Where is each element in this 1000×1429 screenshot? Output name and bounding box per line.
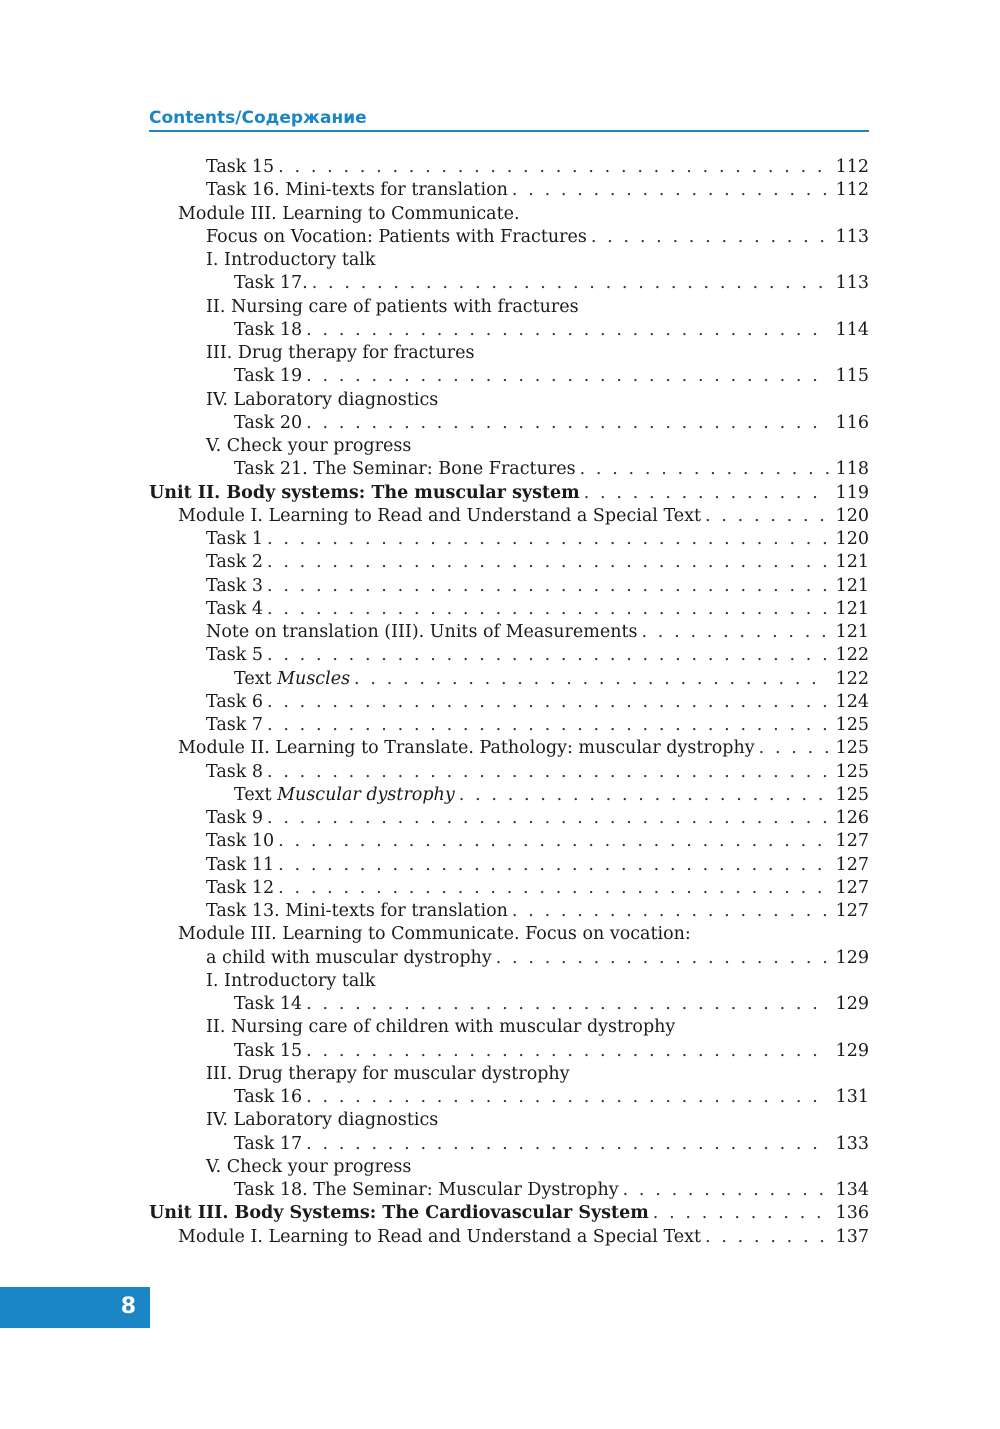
page-title: Contents/Содержание (149, 108, 367, 128)
toc-entry[interactable] (149, 598, 869, 621)
toc-entry-page: 129 (835, 1040, 869, 1061)
toc-leader-dots (278, 830, 829, 853)
toc-entry-title: Unit III. Body Systems: The Cardiovascular System (149, 1203, 649, 1224)
toc-entry-page: 131 (835, 1087, 869, 1107)
toc-leader-dots (267, 528, 829, 551)
toc-entry-title: Task 14 (234, 994, 303, 1014)
toc-entry[interactable] (149, 1063, 869, 1086)
toc-entry-title: Task 17. (234, 273, 308, 294)
toc-entry[interactable] (149, 226, 869, 249)
toc-leader-dots (623, 1179, 829, 1202)
toc-entry-title: IV. Laboratory diagnostics (206, 389, 439, 410)
toc-entry-page: 125 (835, 738, 869, 759)
toc-leader-dots (354, 668, 829, 691)
toc-entry-title: Task 21. The Seminar: Bone Fractures (234, 459, 576, 480)
toc-entry[interactable] (149, 1133, 869, 1156)
toc-entry[interactable] (149, 923, 869, 946)
toc-entry-title: Focus on Vocation: Patients with Fractures (206, 226, 587, 247)
toc-entry[interactable] (149, 668, 869, 691)
toc-leader-dots (512, 900, 829, 923)
toc-leader-dots (584, 482, 829, 505)
toc-entry[interactable] (149, 203, 869, 226)
toc-leader-dots (496, 947, 829, 970)
toc-leader-dots (759, 737, 829, 760)
toc-entry[interactable] (149, 830, 869, 853)
toc-entry[interactable] (149, 342, 869, 365)
toc-entry[interactable] (149, 993, 869, 1016)
toc-leader-dots (267, 807, 829, 830)
toc-entry-page: 112 (835, 157, 869, 177)
toc-entry[interactable] (149, 528, 869, 551)
toc-entry[interactable] (149, 1202, 869, 1225)
toc-entry-title: Task 13. Mini-texts for translation (206, 901, 508, 921)
toc-entry-title: Task 18 (234, 319, 303, 340)
toc-entry[interactable] (149, 784, 869, 807)
toc-leader-dots (267, 761, 829, 784)
toc-leader-dots (641, 621, 829, 644)
toc-leader-dots (267, 691, 829, 714)
table-of-contents (149, 156, 869, 1249)
toc-entry-page: 129 (835, 994, 869, 1014)
toc-leader-dots (267, 551, 829, 574)
toc-entry-page: 136 (835, 1203, 869, 1224)
toc-entry-title: Task 11 (206, 854, 275, 875)
toc-entry-page: 125 (835, 715, 869, 735)
toc-entry-page: 129 (835, 947, 869, 968)
toc-entry-title: Task 15 (234, 1040, 303, 1061)
toc-leader-dots (267, 714, 829, 737)
toc-entry-page: 122 (835, 645, 869, 666)
toc-entry[interactable] (149, 900, 869, 923)
toc-entry-title: Text Muscular dystrophy (234, 784, 455, 805)
toc-entry-title: Task 15 (206, 157, 275, 177)
toc-entry-page: 113 (835, 273, 869, 294)
toc-entry-page: 120 (835, 529, 869, 549)
toc-entry[interactable] (149, 319, 869, 342)
toc-entry-title: Task 5 (206, 645, 264, 666)
toc-entry[interactable] (149, 644, 869, 667)
toc-entry-page: 122 (835, 668, 869, 689)
toc-entry-title: Text Muscles (234, 668, 351, 689)
toc-entry[interactable] (149, 458, 869, 481)
toc-entry-page: 121 (835, 552, 869, 573)
toc-leader-dots (306, 1040, 829, 1063)
toc-entry[interactable] (149, 575, 869, 598)
toc-leader-dots (267, 644, 829, 667)
toc-leader-dots (312, 272, 829, 295)
toc-leader-dots (267, 598, 829, 621)
toc-leader-dots (306, 412, 829, 435)
toc-entry-page: 120 (835, 505, 869, 526)
toc-entry[interactable] (149, 249, 869, 272)
toc-entry-title: a child with muscular dystrophy (206, 947, 492, 968)
toc-entry[interactable] (149, 877, 869, 900)
toc-entry[interactable] (149, 179, 869, 202)
toc-entry-page: 113 (835, 226, 869, 247)
toc-entry-title: Module III. Learning to Communicate. (178, 203, 520, 224)
toc-entry-title: Task 12 (206, 877, 275, 898)
toc-entry[interactable] (149, 365, 869, 388)
toc-leader-dots (306, 1086, 829, 1109)
toc-leader-dots (306, 319, 829, 342)
toc-entry[interactable] (149, 761, 869, 784)
toc-leader-dots (267, 575, 829, 598)
toc-entry[interactable] (149, 1086, 869, 1109)
toc-entry-title: Note on translation (III). Units of Measurements (206, 622, 638, 642)
toc-entry-title: V. Check your progress (206, 436, 412, 456)
toc-entry[interactable] (149, 412, 869, 435)
toc-entry-page: 124 (835, 691, 869, 712)
toc-entry-page: 121 (835, 575, 869, 596)
toc-leader-dots (459, 784, 829, 807)
page-number-tab (0, 1287, 150, 1328)
toc-entry-title: Task 19 (234, 366, 303, 387)
toc-entry-title: I. Introductory talk (206, 250, 376, 270)
toc-entry-page: 116 (835, 412, 869, 433)
toc-entry-title: II. Nursing care of patients with fractures (206, 296, 579, 317)
toc-entry-title: Task 1 (206, 529, 264, 549)
toc-entry[interactable] (149, 482, 869, 505)
toc-entry-page: 114 (835, 319, 869, 340)
toc-entry[interactable] (149, 714, 869, 737)
toc-entry-page: 115 (835, 366, 869, 387)
toc-entry-page: 125 (835, 761, 869, 782)
toc-entry-page: 126 (835, 808, 869, 828)
toc-leader-dots (306, 1133, 829, 1156)
toc-entry[interactable] (149, 272, 869, 295)
toc-leader-dots (306, 993, 829, 1016)
toc-entry[interactable] (149, 389, 869, 412)
toc-entry[interactable] (149, 1109, 869, 1132)
toc-entry[interactable] (149, 505, 869, 528)
toc-entry[interactable] (149, 691, 869, 714)
toc-entry[interactable] (149, 621, 869, 644)
toc-entry-title: III. Drug therapy for fractures (206, 343, 475, 363)
toc-entry-title: Task 2 (206, 552, 264, 573)
toc-leader-dots (306, 365, 829, 388)
toc-leader-dots (705, 505, 829, 528)
toc-entry-title: Task 18. The Seminar: Muscular Dystrophy (234, 1180, 619, 1200)
toc-entry-title: Module III. Learning to Communicate. Focus on vocation: (178, 924, 691, 945)
toc-leader-dots (512, 179, 829, 202)
toc-entry-title: III. Drug therapy for muscular dystrophy (206, 1063, 570, 1084)
toc-entry[interactable] (149, 435, 869, 458)
toc-entry[interactable] (149, 1156, 869, 1179)
toc-entry-page: 125 (835, 784, 869, 805)
toc-entry[interactable] (149, 854, 869, 877)
toc-entry-page: 121 (835, 598, 869, 619)
toc-entry[interactable] (149, 737, 869, 760)
toc-entry-page: 127 (835, 854, 869, 875)
toc-entry[interactable] (149, 551, 869, 574)
toc-entry-title: Task 6 (206, 691, 264, 712)
toc-entry-title: I. Introductory talk (206, 970, 376, 991)
toc-entry-title: II. Nursing care of children with muscular dystrophy (206, 1017, 676, 1038)
toc-leader-dots (591, 226, 829, 249)
toc-entry[interactable] (149, 970, 869, 993)
toc-entry[interactable] (149, 296, 869, 319)
toc-leader-dots (278, 877, 829, 900)
toc-entry[interactable] (149, 807, 869, 830)
page-number: 8 (120, 1294, 136, 1319)
toc-entry[interactable] (149, 156, 869, 179)
toc-entry-title: Unit II. Body systems: The muscular system (149, 482, 580, 503)
toc-entry-page: 112 (835, 180, 869, 201)
toc-entry-page: 118 (835, 459, 869, 480)
toc-entry[interactable] (149, 1016, 869, 1039)
toc-leader-dots (653, 1202, 829, 1225)
toc-entry-page: 119 (835, 482, 869, 503)
toc-entry-title: Task 7 (206, 715, 264, 735)
toc-entry-page: 121 (835, 622, 869, 642)
toc-entry-title: Task 9 (206, 808, 264, 828)
toc-entry-title: Module II. Learning to Translate. Pathology: muscular dystrophy (178, 738, 755, 759)
toc-entry-page: 127 (835, 877, 869, 898)
toc-entry-title: Task 16. Mini-texts for translation (206, 180, 508, 201)
toc-entry-title: Module I. Learning to Read and Understand a Special Text (178, 1226, 702, 1247)
toc-entry-page: 137 (835, 1226, 869, 1247)
toc-entry-title: IV. Laboratory diagnostics (206, 1110, 439, 1131)
toc-entry-title: Task 10 (206, 831, 275, 852)
toc-entry[interactable] (149, 1226, 869, 1249)
toc-entry[interactable] (149, 1179, 869, 1202)
toc-entry-title: Task 3 (206, 575, 264, 596)
toc-leader-dots (278, 854, 829, 877)
toc-leader-dots (278, 156, 829, 179)
toc-entry-title: V. Check your progress (206, 1156, 412, 1177)
toc-leader-dots (580, 458, 829, 481)
toc-entry-title: Task 20 (234, 412, 303, 433)
toc-entry-title: Task 16 (234, 1087, 303, 1107)
toc-entry-title: Task 17 (234, 1133, 303, 1154)
toc-entry-title: Task 8 (206, 761, 264, 782)
page-header (149, 108, 869, 132)
toc-entry[interactable] (149, 1040, 869, 1063)
toc-entry-page: 127 (835, 901, 869, 921)
toc-entry-title: Task 4 (206, 598, 264, 619)
toc-entry-page: 127 (835, 831, 869, 852)
toc-entry-title: Module I. Learning to Read and Understand a Special Text (178, 505, 702, 526)
toc-entry-page: 133 (835, 1133, 869, 1154)
toc-leader-dots (705, 1226, 829, 1249)
toc-entry-page: 134 (835, 1180, 869, 1200)
toc-entry[interactable] (149, 947, 869, 970)
